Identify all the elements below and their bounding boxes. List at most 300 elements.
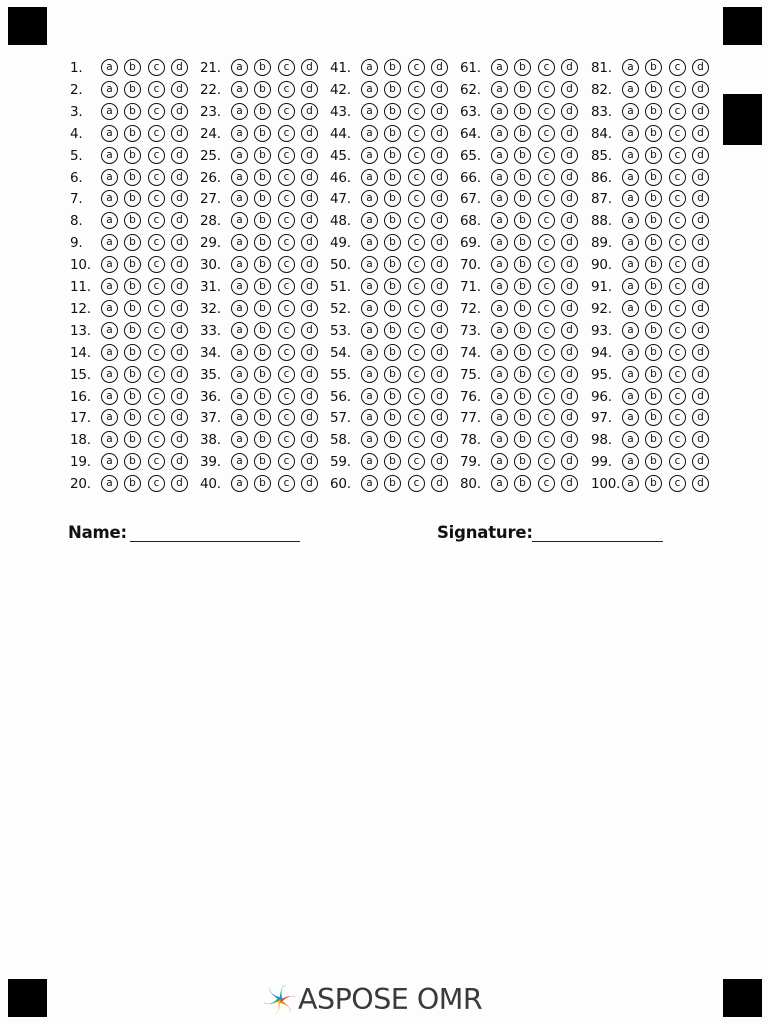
answer-bubble-c[interactable]: c: [669, 453, 686, 470]
answer-bubble-c[interactable]: c: [538, 344, 555, 361]
answer-bubble-c[interactable]: c: [669, 103, 686, 120]
answer-bubble-a[interactable]: a: [361, 125, 378, 142]
answer-bubble-a[interactable]: a: [622, 256, 639, 273]
answer-bubble-d[interactable]: d: [301, 147, 318, 164]
answer-bubble-d[interactable]: d: [301, 344, 318, 361]
answer-bubble-b[interactable]: b: [384, 388, 401, 405]
answer-bubble-d[interactable]: d: [431, 278, 448, 295]
answer-bubble-c[interactable]: c: [669, 125, 686, 142]
answer-bubble-c[interactable]: c: [538, 300, 555, 317]
answer-bubble-b[interactable]: b: [124, 409, 141, 426]
answer-bubble-b[interactable]: b: [124, 300, 141, 317]
answer-bubble-c[interactable]: c: [278, 431, 295, 448]
answer-bubble-b[interactable]: b: [514, 300, 531, 317]
answer-bubble-b[interactable]: b: [254, 431, 271, 448]
answer-bubble-a[interactable]: a: [622, 453, 639, 470]
answer-bubble-c[interactable]: c: [148, 256, 165, 273]
answer-bubble-d[interactable]: d: [561, 81, 578, 98]
answer-bubble-a[interactable]: a: [622, 322, 639, 339]
answer-bubble-b[interactable]: b: [514, 344, 531, 361]
answer-bubble-b[interactable]: b: [254, 169, 271, 186]
answer-bubble-d[interactable]: d: [301, 322, 318, 339]
answer-bubble-a[interactable]: a: [622, 278, 639, 295]
answer-bubble-d[interactable]: d: [171, 256, 188, 273]
answer-bubble-b[interactable]: b: [645, 256, 662, 273]
answer-bubble-c[interactable]: c: [278, 366, 295, 383]
answer-bubble-a[interactable]: a: [622, 212, 639, 229]
answer-bubble-b[interactable]: b: [645, 366, 662, 383]
answer-bubble-b[interactable]: b: [645, 212, 662, 229]
answer-bubble-a[interactable]: a: [491, 125, 508, 142]
answer-bubble-b[interactable]: b: [124, 190, 141, 207]
answer-bubble-b[interactable]: b: [645, 344, 662, 361]
answer-bubble-c[interactable]: c: [538, 475, 555, 492]
answer-bubble-a[interactable]: a: [491, 190, 508, 207]
answer-bubble-c[interactable]: c: [538, 234, 555, 251]
answer-bubble-b[interactable]: b: [124, 344, 141, 361]
answer-bubble-b[interactable]: b: [645, 409, 662, 426]
answer-bubble-c[interactable]: c: [538, 212, 555, 229]
answer-bubble-b[interactable]: b: [645, 103, 662, 120]
answer-bubble-a[interactable]: a: [622, 300, 639, 317]
answer-bubble-a[interactable]: a: [361, 81, 378, 98]
answer-bubble-a[interactable]: a: [101, 169, 118, 186]
answer-bubble-b[interactable]: b: [254, 81, 271, 98]
answer-bubble-c[interactable]: c: [408, 388, 425, 405]
answer-bubble-c[interactable]: c: [148, 234, 165, 251]
answer-bubble-a[interactable]: a: [101, 409, 118, 426]
answer-bubble-b[interactable]: b: [384, 81, 401, 98]
answer-bubble-c[interactable]: c: [408, 278, 425, 295]
answer-bubble-c[interactable]: c: [148, 103, 165, 120]
answer-bubble-a[interactable]: a: [361, 169, 378, 186]
answer-bubble-d[interactable]: d: [692, 278, 709, 295]
answer-bubble-d[interactable]: d: [692, 103, 709, 120]
answer-bubble-a[interactable]: a: [231, 431, 248, 448]
answer-bubble-a[interactable]: a: [491, 169, 508, 186]
answer-bubble-d[interactable]: d: [171, 300, 188, 317]
answer-bubble-a[interactable]: a: [231, 81, 248, 98]
answer-bubble-a[interactable]: a: [361, 366, 378, 383]
name-field[interactable]: [130, 541, 300, 542]
answer-bubble-d[interactable]: d: [431, 147, 448, 164]
answer-bubble-c[interactable]: c: [408, 256, 425, 273]
answer-bubble-d[interactable]: d: [171, 81, 188, 98]
answer-bubble-a[interactable]: a: [361, 344, 378, 361]
answer-bubble-a[interactable]: a: [491, 453, 508, 470]
answer-bubble-c[interactable]: c: [538, 388, 555, 405]
answer-bubble-d[interactable]: d: [301, 103, 318, 120]
answer-bubble-d[interactable]: d: [171, 322, 188, 339]
answer-bubble-d[interactable]: d: [692, 212, 709, 229]
answer-bubble-a[interactable]: a: [622, 431, 639, 448]
answer-bubble-d[interactable]: d: [431, 475, 448, 492]
answer-bubble-a[interactable]: a: [231, 169, 248, 186]
answer-bubble-d[interactable]: d: [431, 409, 448, 426]
answer-bubble-b[interactable]: b: [254, 388, 271, 405]
answer-bubble-c[interactable]: c: [538, 366, 555, 383]
answer-bubble-b[interactable]: b: [514, 431, 531, 448]
answer-bubble-d[interactable]: d: [561, 59, 578, 76]
answer-bubble-a[interactable]: a: [361, 59, 378, 76]
answer-bubble-c[interactable]: c: [538, 409, 555, 426]
answer-bubble-d[interactable]: d: [171, 234, 188, 251]
answer-bubble-b[interactable]: b: [514, 212, 531, 229]
answer-bubble-d[interactable]: d: [692, 190, 709, 207]
answer-bubble-a[interactable]: a: [231, 278, 248, 295]
answer-bubble-b[interactable]: b: [254, 256, 271, 273]
answer-bubble-c[interactable]: c: [669, 388, 686, 405]
answer-bubble-a[interactable]: a: [101, 190, 118, 207]
answer-bubble-d[interactable]: d: [301, 234, 318, 251]
answer-bubble-a[interactable]: a: [361, 256, 378, 273]
answer-bubble-c[interactable]: c: [408, 59, 425, 76]
answer-bubble-d[interactable]: d: [171, 388, 188, 405]
answer-bubble-b[interactable]: b: [254, 190, 271, 207]
answer-bubble-b[interactable]: b: [384, 234, 401, 251]
answer-bubble-c[interactable]: c: [408, 322, 425, 339]
answer-bubble-c[interactable]: c: [669, 147, 686, 164]
answer-bubble-b[interactable]: b: [254, 300, 271, 317]
answer-bubble-c[interactable]: c: [669, 475, 686, 492]
answer-bubble-d[interactable]: d: [431, 366, 448, 383]
answer-bubble-d[interactable]: d: [431, 388, 448, 405]
answer-bubble-c[interactable]: c: [538, 103, 555, 120]
answer-bubble-c[interactable]: c: [538, 147, 555, 164]
answer-bubble-d[interactable]: d: [692, 59, 709, 76]
answer-bubble-b[interactable]: b: [384, 322, 401, 339]
answer-bubble-b[interactable]: b: [254, 366, 271, 383]
answer-bubble-a[interactable]: a: [231, 103, 248, 120]
answer-bubble-d[interactable]: d: [301, 475, 318, 492]
answer-bubble-a[interactable]: a: [491, 147, 508, 164]
answer-bubble-b[interactable]: b: [645, 125, 662, 142]
answer-bubble-a[interactable]: a: [361, 453, 378, 470]
answer-bubble-b[interactable]: b: [124, 125, 141, 142]
answer-bubble-d[interactable]: d: [561, 147, 578, 164]
answer-bubble-d[interactable]: d: [561, 169, 578, 186]
answer-bubble-a[interactable]: a: [231, 453, 248, 470]
answer-bubble-c[interactable]: c: [408, 81, 425, 98]
answer-bubble-b[interactable]: b: [514, 409, 531, 426]
answer-bubble-a[interactable]: a: [231, 212, 248, 229]
answer-bubble-a[interactable]: a: [231, 256, 248, 273]
answer-bubble-a[interactable]: a: [622, 103, 639, 120]
answer-bubble-d[interactable]: d: [561, 234, 578, 251]
answer-bubble-d[interactable]: d: [301, 388, 318, 405]
answer-bubble-d[interactable]: d: [561, 431, 578, 448]
answer-bubble-d[interactable]: d: [301, 431, 318, 448]
answer-bubble-b[interactable]: b: [384, 212, 401, 229]
answer-bubble-b[interactable]: b: [254, 475, 271, 492]
answer-bubble-c[interactable]: c: [408, 475, 425, 492]
answer-bubble-c[interactable]: c: [148, 190, 165, 207]
answer-bubble-d[interactable]: d: [431, 190, 448, 207]
answer-bubble-d[interactable]: d: [171, 190, 188, 207]
answer-bubble-a[interactable]: a: [101, 147, 118, 164]
answer-bubble-a[interactable]: a: [491, 344, 508, 361]
answer-bubble-b[interactable]: b: [645, 322, 662, 339]
answer-bubble-d[interactable]: d: [431, 169, 448, 186]
answer-bubble-c[interactable]: c: [538, 125, 555, 142]
answer-bubble-c[interactable]: c: [148, 278, 165, 295]
answer-bubble-d[interactable]: d: [692, 147, 709, 164]
answer-bubble-b[interactable]: b: [384, 59, 401, 76]
answer-bubble-b[interactable]: b: [254, 103, 271, 120]
answer-bubble-b[interactable]: b: [384, 125, 401, 142]
answer-bubble-c[interactable]: c: [669, 300, 686, 317]
answer-bubble-b[interactable]: b: [514, 59, 531, 76]
answer-bubble-b[interactable]: b: [124, 59, 141, 76]
answer-bubble-d[interactable]: d: [171, 169, 188, 186]
answer-bubble-c[interactable]: c: [408, 234, 425, 251]
answer-bubble-b[interactable]: b: [254, 125, 271, 142]
answer-bubble-a[interactable]: a: [622, 59, 639, 76]
answer-bubble-c[interactable]: c: [278, 322, 295, 339]
answer-bubble-b[interactable]: b: [645, 388, 662, 405]
answer-bubble-c[interactable]: c: [278, 212, 295, 229]
answer-bubble-d[interactable]: d: [561, 190, 578, 207]
answer-bubble-d[interactable]: d: [171, 212, 188, 229]
answer-bubble-a[interactable]: a: [491, 234, 508, 251]
answer-bubble-a[interactable]: a: [361, 147, 378, 164]
answer-bubble-b[interactable]: b: [645, 59, 662, 76]
answer-bubble-a[interactable]: a: [231, 388, 248, 405]
answer-bubble-c[interactable]: c: [278, 190, 295, 207]
answer-bubble-d[interactable]: d: [431, 125, 448, 142]
answer-bubble-a[interactable]: a: [101, 475, 118, 492]
answer-bubble-d[interactable]: d: [561, 300, 578, 317]
answer-bubble-c[interactable]: c: [669, 256, 686, 273]
answer-bubble-a[interactable]: a: [491, 475, 508, 492]
answer-bubble-a[interactable]: a: [231, 147, 248, 164]
answer-bubble-c[interactable]: c: [669, 409, 686, 426]
signature-field[interactable]: [532, 541, 663, 542]
answer-bubble-d[interactable]: d: [561, 344, 578, 361]
answer-bubble-b[interactable]: b: [124, 212, 141, 229]
answer-bubble-c[interactable]: c: [278, 81, 295, 98]
answer-bubble-a[interactable]: a: [361, 322, 378, 339]
answer-bubble-a[interactable]: a: [622, 366, 639, 383]
answer-bubble-a[interactable]: a: [101, 366, 118, 383]
answer-bubble-b[interactable]: b: [254, 322, 271, 339]
answer-bubble-c[interactable]: c: [278, 344, 295, 361]
answer-bubble-b[interactable]: b: [514, 453, 531, 470]
answer-bubble-d[interactable]: d: [692, 388, 709, 405]
answer-bubble-a[interactable]: a: [622, 344, 639, 361]
answer-bubble-c[interactable]: c: [278, 125, 295, 142]
answer-bubble-a[interactable]: a: [231, 322, 248, 339]
answer-bubble-d[interactable]: d: [301, 366, 318, 383]
answer-bubble-b[interactable]: b: [254, 344, 271, 361]
answer-bubble-c[interactable]: c: [538, 431, 555, 448]
answer-bubble-d[interactable]: d: [692, 453, 709, 470]
answer-bubble-a[interactable]: a: [491, 300, 508, 317]
answer-bubble-b[interactable]: b: [645, 190, 662, 207]
answer-bubble-d[interactable]: d: [301, 169, 318, 186]
answer-bubble-b[interactable]: b: [514, 190, 531, 207]
answer-bubble-d[interactable]: d: [561, 125, 578, 142]
answer-bubble-b[interactable]: b: [384, 453, 401, 470]
answer-bubble-c[interactable]: c: [408, 431, 425, 448]
answer-bubble-c[interactable]: c: [669, 169, 686, 186]
answer-bubble-b[interactable]: b: [254, 409, 271, 426]
answer-bubble-a[interactable]: a: [622, 190, 639, 207]
answer-bubble-d[interactable]: d: [561, 388, 578, 405]
answer-bubble-a[interactable]: a: [622, 409, 639, 426]
answer-bubble-c[interactable]: c: [408, 300, 425, 317]
answer-bubble-c[interactable]: c: [408, 366, 425, 383]
answer-bubble-b[interactable]: b: [384, 278, 401, 295]
answer-bubble-c[interactable]: c: [278, 169, 295, 186]
answer-bubble-c[interactable]: c: [669, 234, 686, 251]
answer-bubble-b[interactable]: b: [645, 453, 662, 470]
answer-bubble-d[interactable]: d: [431, 256, 448, 273]
answer-bubble-c[interactable]: c: [278, 388, 295, 405]
answer-bubble-c[interactable]: c: [408, 212, 425, 229]
answer-bubble-d[interactable]: d: [692, 125, 709, 142]
answer-bubble-c[interactable]: c: [408, 453, 425, 470]
answer-bubble-c[interactable]: c: [408, 147, 425, 164]
answer-bubble-b[interactable]: b: [384, 366, 401, 383]
answer-bubble-c[interactable]: c: [669, 322, 686, 339]
answer-bubble-a[interactable]: a: [101, 256, 118, 273]
answer-bubble-b[interactable]: b: [124, 278, 141, 295]
answer-bubble-b[interactable]: b: [384, 300, 401, 317]
answer-bubble-b[interactable]: b: [384, 475, 401, 492]
answer-bubble-c[interactable]: c: [148, 169, 165, 186]
answer-bubble-d[interactable]: d: [301, 453, 318, 470]
answer-bubble-a[interactable]: a: [491, 59, 508, 76]
answer-bubble-a[interactable]: a: [101, 431, 118, 448]
answer-bubble-c[interactable]: c: [148, 475, 165, 492]
answer-bubble-d[interactable]: d: [692, 256, 709, 273]
answer-bubble-a[interactable]: a: [491, 431, 508, 448]
answer-bubble-c[interactable]: c: [148, 453, 165, 470]
answer-bubble-b[interactable]: b: [384, 103, 401, 120]
answer-bubble-b[interactable]: b: [124, 475, 141, 492]
answer-bubble-a[interactable]: a: [622, 125, 639, 142]
answer-bubble-d[interactable]: d: [301, 278, 318, 295]
answer-bubble-b[interactable]: b: [645, 475, 662, 492]
answer-bubble-a[interactable]: a: [361, 431, 378, 448]
answer-bubble-c[interactable]: c: [148, 431, 165, 448]
answer-bubble-d[interactable]: d: [431, 344, 448, 361]
answer-bubble-b[interactable]: b: [254, 212, 271, 229]
answer-bubble-c[interactable]: c: [148, 147, 165, 164]
answer-bubble-a[interactable]: a: [622, 475, 639, 492]
answer-bubble-c[interactable]: c: [538, 190, 555, 207]
answer-bubble-a[interactable]: a: [622, 169, 639, 186]
answer-bubble-b[interactable]: b: [124, 234, 141, 251]
answer-bubble-b[interactable]: b: [384, 256, 401, 273]
answer-bubble-a[interactable]: a: [101, 300, 118, 317]
answer-bubble-a[interactable]: a: [101, 125, 118, 142]
answer-bubble-c[interactable]: c: [669, 344, 686, 361]
answer-bubble-d[interactable]: d: [692, 344, 709, 361]
answer-bubble-c[interactable]: c: [278, 147, 295, 164]
answer-bubble-c[interactable]: c: [148, 344, 165, 361]
answer-bubble-c[interactable]: c: [538, 169, 555, 186]
answer-bubble-a[interactable]: a: [491, 322, 508, 339]
answer-bubble-a[interactable]: a: [622, 147, 639, 164]
answer-bubble-c[interactable]: c: [669, 190, 686, 207]
answer-bubble-b[interactable]: b: [514, 322, 531, 339]
answer-bubble-a[interactable]: a: [231, 344, 248, 361]
answer-bubble-b[interactable]: b: [124, 322, 141, 339]
answer-bubble-a[interactable]: a: [101, 278, 118, 295]
answer-bubble-a[interactable]: a: [101, 234, 118, 251]
answer-bubble-b[interactable]: b: [514, 169, 531, 186]
answer-bubble-d[interactable]: d: [692, 234, 709, 251]
answer-bubble-b[interactable]: b: [124, 388, 141, 405]
answer-bubble-a[interactable]: a: [622, 388, 639, 405]
answer-bubble-d[interactable]: d: [431, 103, 448, 120]
answer-bubble-b[interactable]: b: [254, 147, 271, 164]
answer-bubble-c[interactable]: c: [538, 256, 555, 273]
answer-bubble-d[interactable]: d: [171, 125, 188, 142]
answer-bubble-b[interactable]: b: [384, 147, 401, 164]
answer-bubble-b[interactable]: b: [645, 278, 662, 295]
answer-bubble-a[interactable]: a: [361, 388, 378, 405]
answer-bubble-b[interactable]: b: [514, 366, 531, 383]
answer-bubble-d[interactable]: d: [301, 190, 318, 207]
answer-bubble-c[interactable]: c: [278, 278, 295, 295]
answer-bubble-d[interactable]: d: [561, 409, 578, 426]
answer-bubble-b[interactable]: b: [514, 125, 531, 142]
answer-bubble-b[interactable]: b: [514, 388, 531, 405]
answer-bubble-c[interactable]: c: [408, 125, 425, 142]
answer-bubble-c[interactable]: c: [669, 366, 686, 383]
answer-bubble-c[interactable]: c: [669, 81, 686, 98]
answer-bubble-d[interactable]: d: [692, 169, 709, 186]
answer-bubble-a[interactable]: a: [231, 409, 248, 426]
answer-bubble-b[interactable]: b: [514, 278, 531, 295]
answer-bubble-c[interactable]: c: [278, 103, 295, 120]
answer-bubble-d[interactable]: d: [171, 344, 188, 361]
answer-bubble-d[interactable]: d: [561, 212, 578, 229]
answer-bubble-b[interactable]: b: [514, 81, 531, 98]
answer-bubble-c[interactable]: c: [408, 169, 425, 186]
answer-bubble-b[interactable]: b: [645, 169, 662, 186]
answer-bubble-c[interactable]: c: [538, 453, 555, 470]
answer-bubble-b[interactable]: b: [645, 234, 662, 251]
answer-bubble-a[interactable]: a: [491, 256, 508, 273]
answer-bubble-a[interactable]: a: [101, 453, 118, 470]
answer-bubble-c[interactable]: c: [538, 278, 555, 295]
answer-bubble-c[interactable]: c: [408, 409, 425, 426]
answer-bubble-a[interactable]: a: [361, 409, 378, 426]
answer-bubble-a[interactable]: a: [491, 409, 508, 426]
answer-bubble-c[interactable]: c: [278, 234, 295, 251]
answer-bubble-b[interactable]: b: [645, 300, 662, 317]
answer-bubble-b[interactable]: b: [384, 190, 401, 207]
answer-bubble-c[interactable]: c: [278, 453, 295, 470]
answer-bubble-d[interactable]: d: [561, 278, 578, 295]
answer-bubble-c[interactable]: c: [278, 475, 295, 492]
answer-bubble-d[interactable]: d: [692, 366, 709, 383]
answer-bubble-d[interactable]: d: [301, 125, 318, 142]
answer-bubble-b[interactable]: b: [124, 147, 141, 164]
answer-bubble-b[interactable]: b: [384, 431, 401, 448]
answer-bubble-c[interactable]: c: [278, 409, 295, 426]
answer-bubble-a[interactable]: a: [101, 322, 118, 339]
answer-bubble-c[interactable]: c: [148, 212, 165, 229]
answer-bubble-d[interactable]: d: [431, 212, 448, 229]
answer-bubble-c[interactable]: c: [408, 103, 425, 120]
answer-bubble-d[interactable]: d: [561, 256, 578, 273]
answer-bubble-b[interactable]: b: [124, 431, 141, 448]
